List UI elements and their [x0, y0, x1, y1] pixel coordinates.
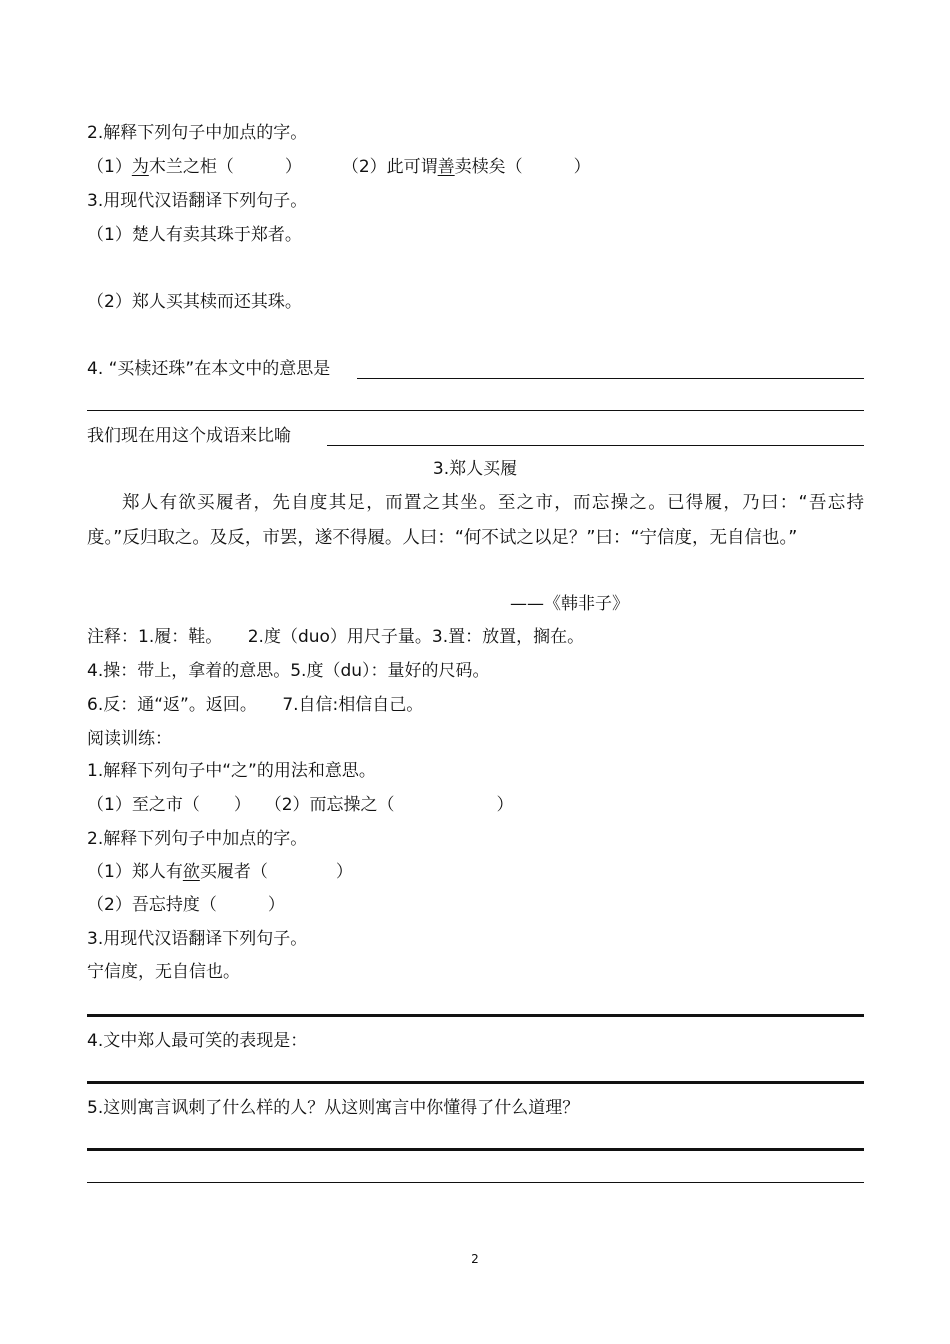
training-q2-item1 — [87, 861, 353, 883]
q3-sentence-1: （1）楚人有卖其珠于郑者。 — [87, 225, 302, 245]
q3-title: 3.用现代汉语翻译下列句子。 — [87, 191, 308, 211]
training-q2-item2: （2）吾忘持度（ ） — [87, 895, 285, 915]
training-q5: 5.这则寓言讽刺了什么样的人？从这则寓言中你懂得了什么道理？ — [87, 1098, 580, 1118]
training-q4: 4.文中郑人最可笑的表现是： — [87, 1031, 308, 1051]
answer-line — [87, 410, 864, 411]
answer-line — [87, 1014, 864, 1017]
answer-line — [87, 1081, 864, 1084]
note-line-3: 6.反：通“返”。返回。 7.自信:相信自己。 — [87, 695, 424, 715]
training-q2-item1-prefix: （1）郑人有 — [87, 862, 183, 882]
q4-prompt-2: 我们现在用这个成语来比喻 — [87, 426, 291, 446]
training-q1-items: （1）至之市（ ） （2）而忘操之（ ） — [87, 795, 514, 815]
answer-line — [87, 1182, 864, 1183]
q2-item1-rest: 木兰之柜（ ） — [148, 157, 302, 177]
story-title: 3.郑人买履 — [432, 459, 518, 479]
q2-item2-rest: 卖椟矣（ ） — [454, 157, 591, 177]
answer-line — [327, 445, 864, 446]
answer-line — [87, 1148, 864, 1151]
page-number: 2 — [471, 1252, 479, 1266]
q2-item1-prefix: （1） — [87, 157, 132, 177]
q3-sentence-2: （2）郑人买其椟而还其珠。 — [87, 292, 302, 312]
training-q1-title: 1.解释下列句子中“之”的用法和意思。 — [87, 761, 376, 781]
dotted-char-yu: 欲 — [182, 862, 200, 882]
training-q2-title: 2.解释下列句子中加点的字。 — [87, 829, 308, 849]
answer-line — [357, 378, 864, 379]
q2-title: 2.解释下列句子中加点的字。 — [87, 123, 308, 143]
q2-item2-prefix: （2）此可谓 — [341, 157, 438, 177]
dotted-char-shan: 善 — [437, 157, 455, 177]
dotted-char-wei: 为 — [131, 157, 149, 177]
q2-items — [87, 156, 591, 178]
q4-prompt: 4. “买椟还珠”在本文中的意思是 — [87, 359, 331, 379]
note-line-1: 注释：1.履：鞋。 2.度（duo）用尺子量。3.置：放置，搁在。 — [87, 627, 585, 647]
story-source: ——《韩非子》 — [510, 594, 629, 614]
story-body: 郑人有欲买履者，先自度其足，而置之其坐。至之市，而忘操之。已得履，乃曰：“吾忘持度。”反归取之。及反，市罢，遂不得履。人曰：“何不试之以足？”曰：“宁信度，无自信也。” — [87, 493, 864, 548]
training-q2-item1-rest: 买履者（ ） — [199, 862, 353, 882]
training-q3-title: 3.用现代汉语翻译下列句子。 — [87, 929, 308, 949]
training-q3-sentence: 宁信度，无自信也。 — [87, 962, 240, 982]
note-line-2: 4.操：带上，拿着的意思。5.度（du）：量好的尺码。 — [87, 661, 490, 681]
training-heading: 阅读训练： — [87, 729, 172, 749]
